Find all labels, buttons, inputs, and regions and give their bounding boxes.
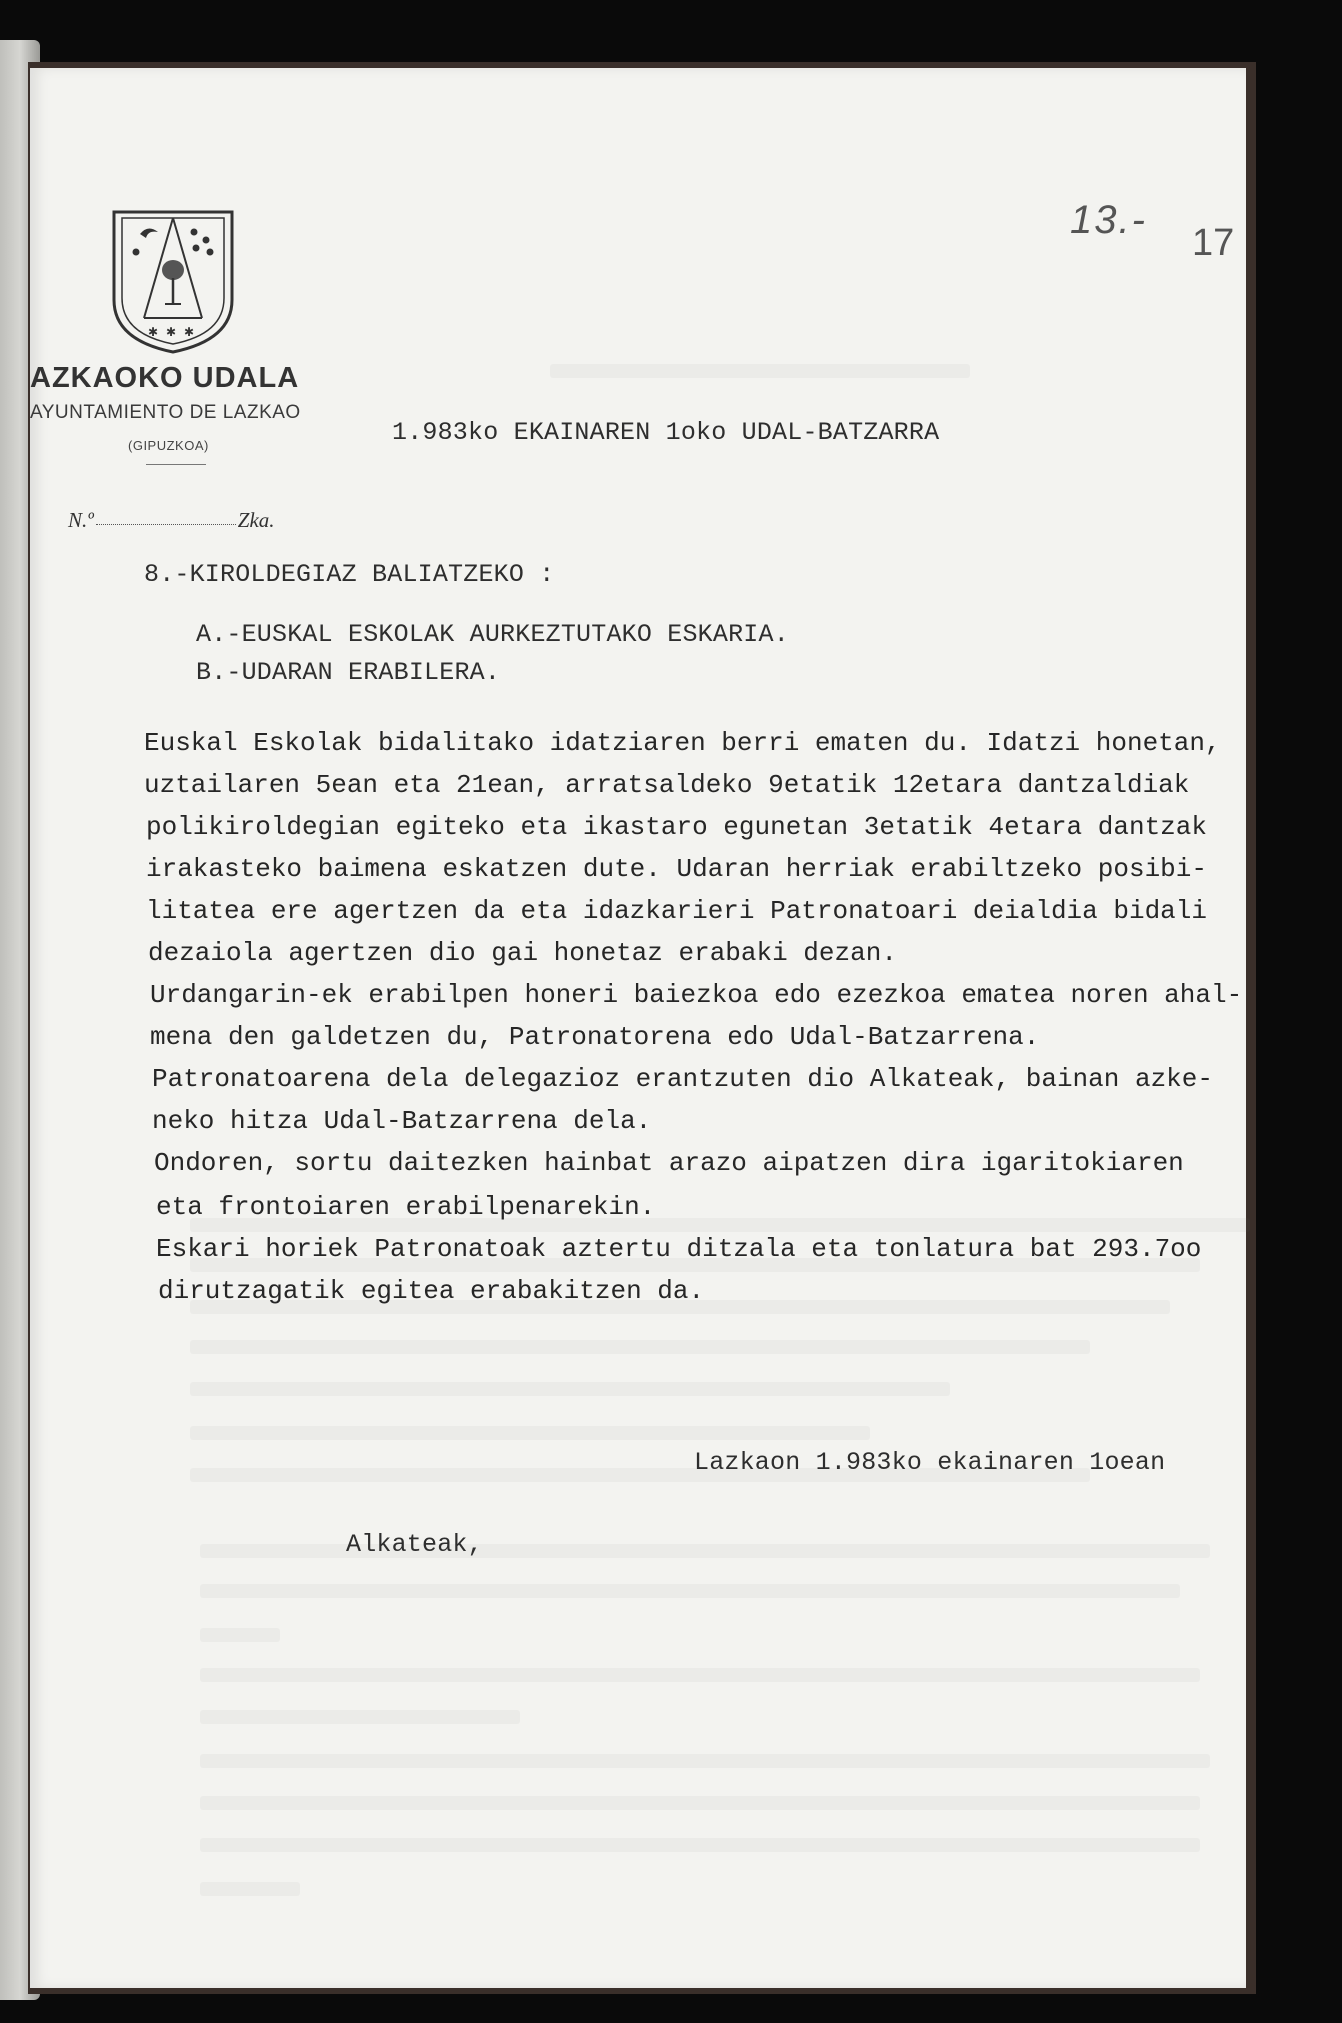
agenda-item-heading: 8.-KIROLDEGIAZ BALIATZEKO : [144,560,555,589]
body-line: Eskari horiek Patronatoak aztertu ditzala eta tonlatura bat 293.7oo [156,1234,1202,1264]
show-through [200,1796,1200,1810]
svg-text:✱: ✱ [184,325,195,339]
body-line: litatea ere agertzen da eta idazkarieri Patronatoari deialdia bidali [146,896,1207,926]
body-line: Ondoren, sortu daitezken hainbat arazo aipatzen dira igaritokiaren [154,1148,1184,1178]
organization-name: AZKAOKO UDALA [30,362,300,394]
signature-label: Alkateak, [346,1530,483,1559]
document-page [30,68,1246,1988]
body-line: dezaiola agertzen dio gai honetaz erabaki dezan. [148,938,897,968]
show-through [200,1838,1200,1852]
body-line: irakasteko baimena eskatzen dute. Udaran herriak erabiltzeko posibi- [146,854,1207,884]
coat-of-arms-icon [110,208,236,356]
body-line: uztailaren 5ean eta 21ean, arratsaldeko 9etatik 12etara dantzaldiak [144,770,1190,800]
number-field [68,508,275,533]
place-and-date: Lazkaon 1.983ko ekainaren 1oean [694,1448,1166,1477]
body-line: dirutzagatik egitea erabakitzen da. [158,1276,705,1306]
number-suffix: Zka. [237,508,275,532]
svg-text:✱: ✱ [166,325,177,339]
handwritten-folio: 13.- [1070,198,1147,242]
body-line: Euskal Eskolak bidalitako idatziaren berri ematen du. Idatzi honetan, [144,728,1221,758]
show-through [190,1382,950,1396]
show-through [190,1340,1090,1354]
show-through [550,364,970,378]
number-dotted-line [96,524,236,525]
svg-text:✱: ✱ [148,325,159,339]
sub-item-a: A.-EUSKAL ESKOLAK AURKEZTUTAKO ESKARIA. [196,620,789,649]
show-through [200,1668,1200,1682]
number-label: N.º [68,508,94,532]
show-through [190,1426,870,1440]
show-through [200,1584,1180,1598]
organization-subtitle: AYUNTAMIENTO DE LAZKAO [30,402,301,423]
body-line: Urdangarin-ek erabilpen honeri baiezkoa edo ezezkoa ematea noren ahal- [150,980,1243,1010]
page-number: 17 [1192,222,1235,264]
show-through [200,1710,520,1724]
divider [146,464,206,465]
body-line: mena den galdetzen du, Patronatorena edo Udal-Batzarrena. [150,1022,1040,1052]
show-through [200,1882,300,1896]
show-through [200,1754,1210,1768]
document-title: 1.983ko EKAINAREN 1oko UDAL-BATZARRA [392,418,940,447]
organization-province: (GIPUZKOA) [128,438,209,453]
body-line: Patronatoarena dela delegazioz erantzuten dio Alkateak, bainan azke- [152,1064,1213,1094]
body-line: eta frontoiaren erabilpenarekin. [156,1192,656,1222]
body-line: polikiroldegian egiteko eta ikastaro egunetan 3etatik 4etara dantzak [146,812,1207,842]
body-line: neko hitza Udal-Batzarrena dela. [152,1106,652,1136]
sub-item-b: B.-UDARAN ERABILERA. [196,658,501,687]
show-through [200,1628,280,1642]
